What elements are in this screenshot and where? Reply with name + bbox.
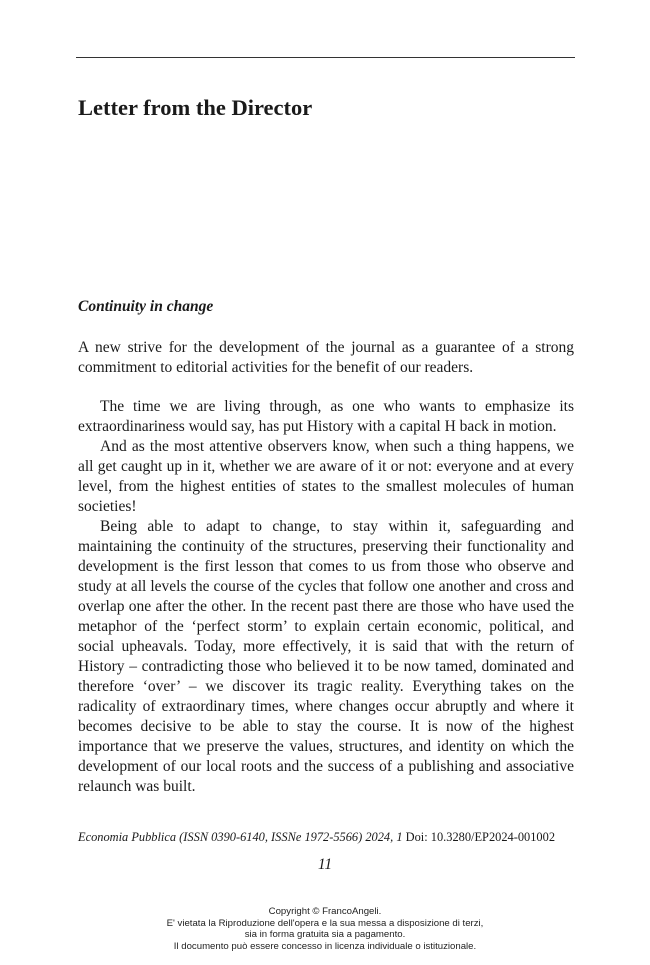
page-number: 11 — [317, 856, 333, 873]
article-body — [78, 397, 574, 797]
page-title: Letter from the Director — [78, 95, 313, 120]
citation-doi: Doi: 10.3280/EP2024-001002 — [405, 830, 556, 844]
body-paragraph: And as the most attentive observers know, when such a thing happens, we all get caught up in it, whether we are aware of it or not: everyone and at every level, from the highest entities of states to the smallest molecules of human societies! — [78, 438, 574, 515]
body-paragraph: Being able to adapt to change, to stay within it, safeguarding and maintaining the continuity of the structures, preserving their functionality and development is the first lesson that comes to us from those who observe and study at all levels the course of the cycles that follow one another and cross and overlap one after the other. In the recent past there are those who have used the metaphor of the ‘perfect storm’ to explain certain economic, political, and social upheavals. Today, more effectively, it is said that with the return of History – contradicting those who believed it to be now tamed, dominated and therefore ‘over’ – we discover its tragic reality. Everything takes on the radicality of extraordinary times, where changes occur abruptly and where it becomes decisive to be able to stay the course. It is now of the highest importance that we preserve the values, structures, and identity on which the development of our local roots and the success of a publishing and associative relaunch was built. — [78, 518, 574, 795]
copyright-notice — [0, 906, 650, 952]
copyright-line: Copyright © FrancoAngeli. — [268, 906, 382, 917]
lead-paragraph: A new strive for the development of the journal as a guarantee of a strong commitment to editorial activities for the benefit of our readers. — [78, 339, 574, 376]
section-subtitle: Continuity in change — [78, 298, 214, 315]
copyright-line: Il documento può essere concesso in licenza individuale o istituzionale. — [173, 940, 477, 952]
citation-journal: Economia Pubblica (ISSN 0390-6140, ISSNe 1972-5566) 2024, 1 — [78, 830, 403, 844]
header-rule — [76, 57, 575, 58]
body-paragraph: The time we are living through, as one who wants to emphasize its extraordinariness would say, has put History with a capital H back in motion. — [78, 398, 574, 435]
copyright-line: sia in forma gratuita sia a pagamento. — [244, 929, 406, 940]
journal-citation — [78, 830, 555, 845]
copyright-line: E' vietata la Riproduzione dell'opera e la sua messa a disposizione di terzi, — [166, 917, 484, 929]
